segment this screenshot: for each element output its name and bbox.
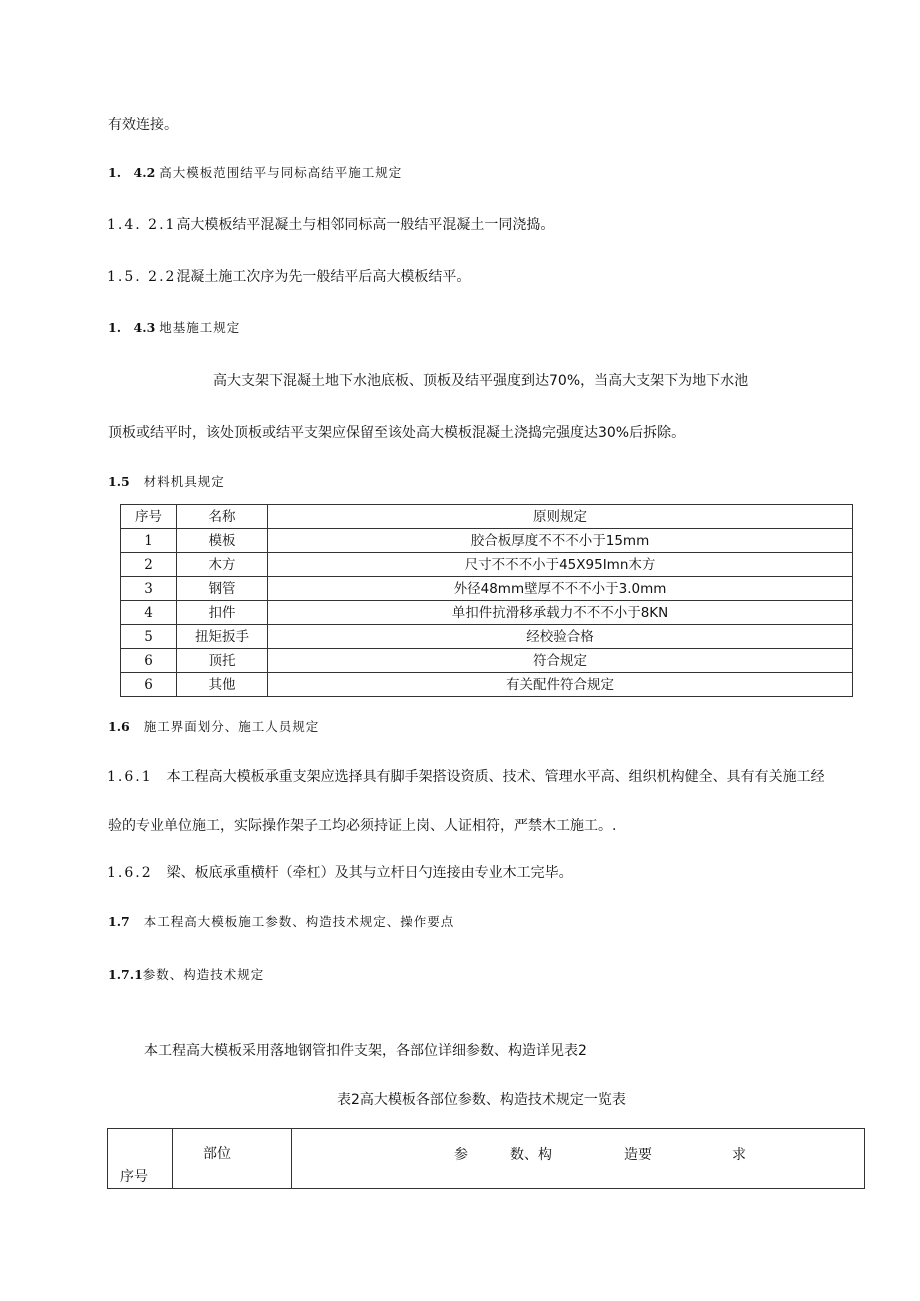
table-cell: 模板 <box>177 529 268 553</box>
heading-number: 1.6 <box>108 719 130 734</box>
table-cell: 外径48mm壁厚不不不小于3.0mm <box>268 577 853 601</box>
header-cell-part <box>173 1129 292 1189</box>
heading-1-4-3 <box>108 319 240 337</box>
heading-1-4-2 <box>108 164 402 182</box>
table-cell: 钢管 <box>177 577 268 601</box>
table-cell: 胶合板厚度不不不小于15mm <box>268 529 853 553</box>
heading-1-6 <box>108 718 319 736</box>
table-cell: 6 <box>121 673 177 697</box>
header-label-part: 数、构 <box>510 1147 552 1163</box>
table-row <box>121 553 853 577</box>
paragraph-1-6-1-line-1 <box>107 768 825 786</box>
table-header-row <box>108 1129 865 1189</box>
paragraph-1-4-2-1 <box>107 216 554 234</box>
header-cell-seq <box>108 1129 173 1189</box>
paragraph-number: 1.6.1 <box>107 769 153 785</box>
paragraph-text: 梁、板底承重横杆（牵杠）及其与立杆日勺连接由专业木工完毕。 <box>166 865 573 881</box>
heading-text: 地基施工规定 <box>159 320 241 335</box>
heading-number: 1.7.1 <box>108 967 143 982</box>
header-cell: 原则规定 <box>268 505 853 529</box>
header-cell: 序号 <box>121 505 177 529</box>
table2-caption: 表2高大模板各部位参数、构造技术规定一览表 <box>337 1092 626 1108</box>
header-label-part: 求 <box>732 1147 746 1163</box>
table-cell: 扭矩扳手 <box>177 625 268 649</box>
heading-1-7 <box>108 913 454 931</box>
heading-number: 1.7 <box>108 914 130 929</box>
table-cell: 符合规定 <box>268 649 853 673</box>
paragraph-number: 1.5. 2.2 <box>107 269 177 285</box>
materials-table <box>120 504 853 697</box>
paragraph-1-6-1-line-2: 验的专业单位施工，实际操作架子工均必须持证上岗、人证相符，严禁木工施工。. <box>108 818 617 834</box>
table-cell: 6 <box>121 649 177 673</box>
table-cell: 3 <box>121 577 177 601</box>
paragraph-text: 混凝土施工次序为先一般结平后高大模板结平。 <box>176 269 471 285</box>
header-label-part: 参 <box>454 1147 468 1163</box>
header-label-part: 造要 <box>624 1147 652 1163</box>
header-cell: 名称 <box>177 505 268 529</box>
heading-number: 1. 4.3 <box>108 320 156 335</box>
table-cell: 5 <box>121 625 177 649</box>
table-cell: 尺寸不不不小于45X95Imn木方 <box>268 553 853 577</box>
paragraph-foundation-line-2: 顶板或结平时，该处顶板或结平支架应保留至该处高大模板混凝土浇捣完强度达30%后拆除。 <box>108 425 686 441</box>
heading-number: 1. 4.2 <box>108 165 156 180</box>
paragraph-1-7-1: 本工程高大模板采用落地钢管扣件支架，各部位详细参数、构造详见表2 <box>144 1043 587 1059</box>
table-row <box>121 577 853 601</box>
table-row <box>121 529 853 553</box>
heading-text: 参数、构造技术规定 <box>142 967 265 982</box>
paragraph-text: 高大模板结平混凝土与相邻同标高一般结平混凝土一同浇捣。 <box>176 217 555 233</box>
header-cell-requirements <box>292 1129 865 1189</box>
heading-1-5 <box>108 473 225 491</box>
table-cell: 单扣件抗滑移承载力不不不小于8KN <box>268 601 853 625</box>
paragraph-text: 本工程高大模板承重支架应选择具有脚手架搭设资质、技术、管理水平高、组织机构健全、具有有关施工经 <box>166 769 825 785</box>
header-label: 序号 <box>120 1169 148 1185</box>
header-label: 部位 <box>203 1146 231 1162</box>
heading-text: 高大模板范围结平与同标高结平施工规定 <box>159 165 403 180</box>
table-row <box>121 649 853 673</box>
table-cell: 有关配件符合规定 <box>268 673 853 697</box>
table-cell: 2 <box>121 553 177 577</box>
table-row <box>121 625 853 649</box>
paragraph-1-5-2-2 <box>107 268 470 286</box>
text-line-1: 有效连接。 <box>108 117 178 133</box>
table-cell: 4 <box>121 601 177 625</box>
table-header-row <box>121 505 853 529</box>
heading-text: 材料机具规定 <box>143 474 225 489</box>
table-cell: 木方 <box>177 553 268 577</box>
table-cell: 1 <box>121 529 177 553</box>
table-cell: 扣件 <box>177 601 268 625</box>
paragraph-1-6-2 <box>107 864 573 882</box>
table-cell: 顶托 <box>177 649 268 673</box>
paragraph-foundation-line-1: 高大支架下混凝土地下水池底板、顶板及结平强度到达70%，当高大支架下为地下水池 <box>213 373 749 389</box>
heading-number: 1.5 <box>108 474 130 489</box>
paragraph-number: 1.4. 2.1 <box>107 217 177 233</box>
table-row <box>121 673 853 697</box>
paragraph-number: 1.6.2 <box>107 865 153 881</box>
heading-1-7-1 <box>108 966 264 984</box>
table-row <box>121 601 853 625</box>
table-cell: 经校验合格 <box>268 625 853 649</box>
heading-text: 施工界面划分、施工人员规定 <box>143 719 320 734</box>
params-table <box>107 1128 865 1189</box>
heading-text: 本工程高大模板施工参数、构造技术规定、操作要点 <box>143 914 455 929</box>
table-cell: 其他 <box>177 673 268 697</box>
